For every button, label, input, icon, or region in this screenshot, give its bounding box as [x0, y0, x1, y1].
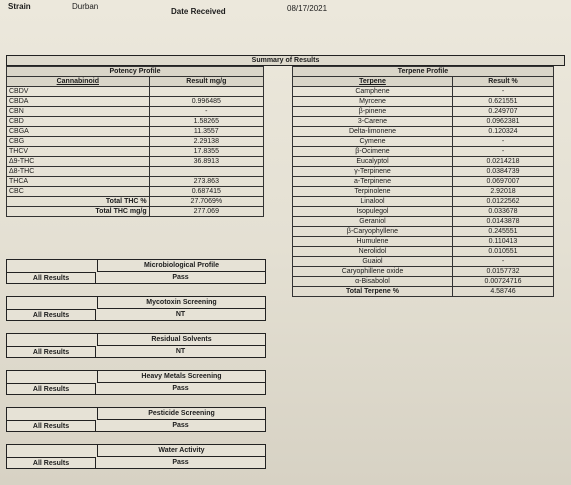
potency-value: 36.8913 [149, 157, 263, 167]
terpene-table [292, 66, 554, 297]
terpene-value: 0.245551 [452, 227, 553, 237]
terpene-value: - [452, 137, 553, 147]
potency-row [7, 107, 264, 117]
potency-title: Potency Profile [7, 67, 264, 77]
strain-label: Strain [8, 2, 31, 11]
potency-value: 0.687415 [149, 187, 263, 197]
terpene-name: γ-Terpinene [293, 167, 453, 177]
potency-name: THCV [7, 147, 150, 157]
terpene-name: Nerolidol [293, 247, 453, 257]
total-thc-pct-value: 27.7069% [149, 197, 263, 207]
residual-solvents-label: All Results [7, 346, 96, 357]
potency-col-cannabinoid: Cannabinoid [7, 77, 150, 87]
terpene-name: Guaiol [293, 257, 453, 267]
terpene-name: Cymene [293, 137, 453, 147]
terpene-name: Camphene [293, 87, 453, 97]
potency-row [7, 97, 264, 107]
potency-row [7, 147, 264, 157]
potency-row [7, 167, 264, 177]
terpene-value: 0.0962381 [452, 117, 553, 127]
terpene-name: a-Terpinene [293, 177, 453, 187]
terpene-value: 2.92018 [452, 187, 553, 197]
terpene-value: 0.0143878 [452, 217, 553, 227]
potency-row [7, 187, 264, 197]
terpene-row [293, 237, 554, 247]
potency-row [7, 137, 264, 147]
terpene-name: 3-Carene [293, 117, 453, 127]
terpene-name: Humulene [293, 237, 453, 247]
potency-name: Δ8-THC [7, 167, 150, 177]
terpene-row [293, 137, 554, 147]
terpene-name: Eucalyptol [293, 157, 453, 167]
potency-name: CBDV [7, 87, 150, 97]
mycotoxin-box [6, 296, 266, 321]
terpene-row [293, 97, 554, 107]
potency-name: CBN [7, 107, 150, 117]
microbiological-label: All Results [7, 272, 96, 283]
terpene-row [293, 207, 554, 217]
terpene-row [293, 187, 554, 197]
terpene-name: Delta-limonene [293, 127, 453, 137]
total-thc-pct-label: Total THC % [7, 197, 150, 207]
potency-value [149, 167, 263, 177]
potency-row [7, 127, 264, 137]
pesticide-box [6, 407, 266, 432]
terpene-name: β-Caryophyllene [293, 227, 453, 237]
terpene-value: 0.120324 [452, 127, 553, 137]
summary-title: Summary of Results [6, 55, 565, 66]
total-thc-mg-label: Total THC mg/g [7, 207, 150, 217]
potency-name: CBC [7, 187, 150, 197]
potency-row [7, 117, 264, 127]
terpene-value: 0.249707 [452, 107, 553, 117]
terpene-row [293, 157, 554, 167]
microbiological-title: Microbiological Profile [97, 260, 265, 272]
heavy-metals-box [6, 370, 266, 395]
potency-name: Δ9-THC [7, 157, 150, 167]
terpene-row [293, 257, 554, 267]
terpene-name: α-Bisabolol [293, 277, 453, 287]
terpene-row [293, 227, 554, 237]
potency-name: THCA [7, 177, 150, 187]
terpene-name: Myrcene [293, 97, 453, 107]
terpene-value: 0.0157732 [452, 267, 553, 277]
potency-name: CBGA [7, 127, 150, 137]
terpene-value: 0.621551 [452, 97, 553, 107]
heavy-metals-title: Heavy Metals Screening [97, 371, 265, 383]
terpene-row [293, 267, 554, 277]
terpene-row [293, 107, 554, 117]
terpene-name: Terpinolene [293, 187, 453, 197]
terpene-row [293, 127, 554, 137]
terpene-value: 0.0697007 [452, 177, 553, 187]
total-terpene-label: Total Terpene % [293, 287, 453, 297]
terpene-col-result: Result % [452, 77, 553, 87]
terpene-row [293, 277, 554, 287]
potency-value: - [149, 107, 263, 117]
terpene-value: 0.00724716 [452, 277, 553, 287]
pesticide-value: Pass [172, 422, 189, 429]
terpene-value: - [452, 147, 553, 157]
water-activity-label: All Results [7, 457, 96, 468]
microbiological-box [6, 259, 266, 284]
terpene-value: - [452, 87, 553, 97]
total-thc-mg-value: 277.069 [149, 207, 263, 217]
potency-name: CBG [7, 137, 150, 147]
terpene-value: 0.010551 [452, 247, 553, 257]
potency-name: CBDA [7, 97, 150, 107]
potency-value [149, 87, 263, 97]
terpene-title: Terpene Profile [293, 67, 554, 77]
terpene-name: Geraniol [293, 217, 453, 227]
residual-solvents-value: NT [175, 348, 186, 355]
pesticide-title: Pesticide Screening [97, 408, 265, 420]
pesticide-label: All Results [7, 420, 96, 431]
terpene-name: Caryophillene oxide [293, 267, 453, 277]
mycotoxin-value: NT [175, 311, 186, 318]
water-activity-title: Water Activity [97, 445, 265, 457]
residual-solvents-box [6, 333, 266, 358]
date-received-value: 08/17/2021 [287, 4, 328, 13]
potency-col-result: Result mg/g [149, 77, 263, 87]
mycotoxin-title: Mycotoxin Screening [97, 297, 265, 309]
terpene-value: 0.0122562 [452, 197, 553, 207]
terpene-col-name: Terpene [293, 77, 453, 87]
terpene-value: 0.0214218 [452, 157, 553, 167]
total-terpene-value: 4.58746 [452, 287, 553, 297]
potency-table [6, 66, 264, 217]
potency-value: 2.29138 [149, 137, 263, 147]
terpene-name: Isopulegol [293, 207, 453, 217]
terpene-value: 0.0384739 [452, 167, 553, 177]
date-received-label: Date Received [171, 7, 226, 16]
microbiological-value: Pass [172, 274, 189, 281]
terpene-row [293, 117, 554, 127]
terpene-row [293, 87, 554, 97]
terpene-row [293, 147, 554, 157]
terpene-name: Linalool [293, 197, 453, 207]
terpene-name: β-Ocimene [293, 147, 453, 157]
terpene-value: 0.033678 [452, 207, 553, 217]
potency-value: 1.58265 [149, 117, 263, 127]
potency-row [7, 157, 264, 167]
potency-value: 11.3557 [149, 127, 263, 137]
potency-value: 17.8355 [149, 147, 263, 157]
residual-solvents-title: Residual Solvents [97, 334, 265, 346]
water-activity-value: Pass [172, 459, 189, 466]
strain-value: Durban [72, 2, 99, 11]
terpene-row [293, 247, 554, 257]
mycotoxin-label: All Results [7, 309, 96, 320]
terpene-row [293, 217, 554, 227]
terpene-row [293, 167, 554, 177]
terpene-row [293, 197, 554, 207]
potency-value: 0.996485 [149, 97, 263, 107]
water-activity-box [6, 444, 266, 469]
terpene-value: 0.110413 [452, 237, 553, 247]
terpene-name: β-pinene [293, 107, 453, 117]
heavy-metals-value: Pass [172, 385, 189, 392]
potency-value: 273.863 [149, 177, 263, 187]
heavy-metals-label: All Results [7, 383, 96, 394]
terpene-value: - [452, 257, 553, 267]
terpene-row [293, 177, 554, 187]
potency-row [7, 177, 264, 187]
potency-row [7, 87, 264, 97]
potency-name: CBD [7, 117, 150, 127]
